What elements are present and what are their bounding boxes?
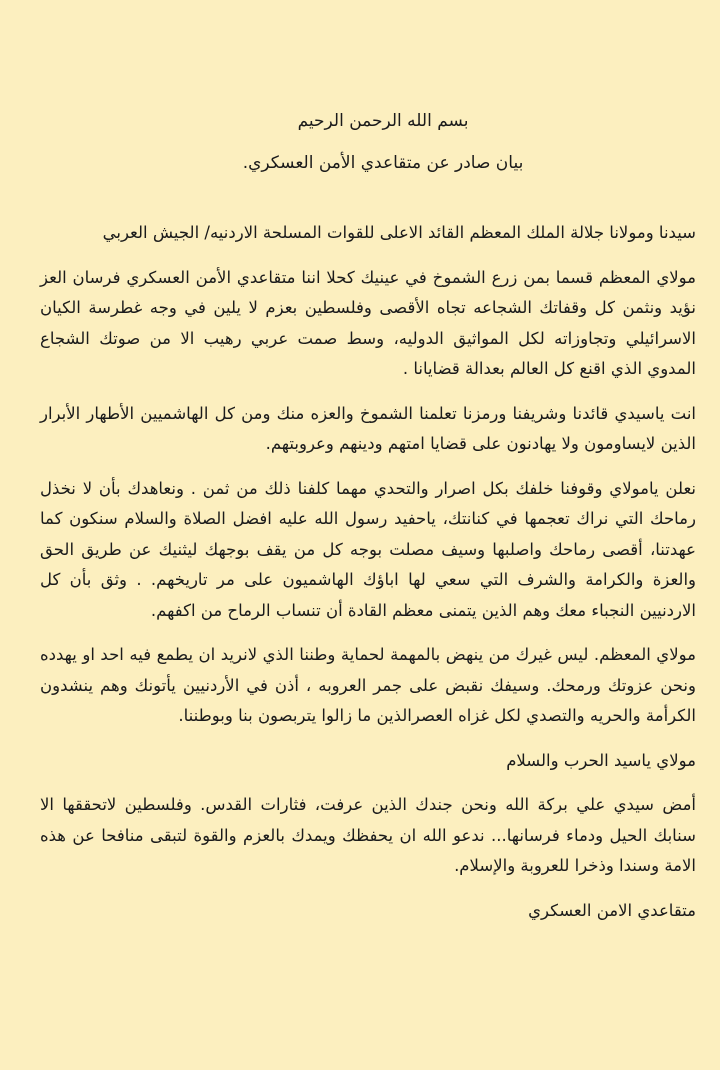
signature: متقاعدي الامن العسكري: [528, 900, 696, 920]
paragraph-2: انت ياسيدي قائدنا وشريفنا ورمزنا تعلمنا الشموخ والعزه منك ومن كل الهاشميين الأطهار الأبرار الذين لايساومون ولا يهادنون على قضايا امتهم ودينهم وعروبتهم.: [40, 403, 696, 453]
paragraph-5: مولاي ياسيد الحرب والسلام: [506, 750, 696, 770]
paragraph-3: نعلن يامولاي وقوفنا خلفك بكل اصرار والتحدي مهما كلفنا ذلك من ثمن . ونعاهدك بأن لا نخذل رماحك التي نراك تعجمها في كنانتك، ياحفيد رسول الله عليه افضل الصلاة والسلام سنكون كما عهدتنا، أقصى رماحك واصلبها وسيف مصلت بوجه كل من يقف بوجهك ليثنيك عن طريق الحق والعزة والكرامة والشرف التي سعي لها اباؤك الهاشميون على مر تاريخهم. . وثق بأن كل الاردنيين النجباء معك وهم الذين يتمنى معظم القادة أن تنساب الرماح من اكفهم.: [40, 478, 696, 620]
document-title: بيان صادر عن متقاعدي الأمن العسكري.: [242, 153, 524, 173]
paragraph-1: مولاي المعظم قسما بمن زرع الشموخ في عينيك كحلا اننا متقاعدي الأمن العسكري فرسان العز نؤيد ونثمن كل وقفاتك الشجاعه تجاه الأقصى وفلسطين بعزم لا يلين في وجه غطرسة الكيان الاسرائيلي وتجاوزاته لكل المواثيق الدوليه، وسط صمت عربي رهيب الا من صوتك الشجاع المدوي الذي اقنع كل العالم بعدالة قضايانا .: [40, 267, 696, 378]
basmala: بسم الله الرحمن الرحيم: [297, 111, 469, 131]
salutation: سيدنا ومولانا جلالة الملك المعظم القائد الاعلى للقوات المسلحة الاردنيه/ الجيش العربي: [102, 223, 696, 242]
paragraph-6: أمض سيدي علي بركة الله ونحن جندك الذين عرفت، فثارات القدس. وفلسطين لاتحققها الا سنابك الحيل ودماء فرسانها... ندعو الله ان يحفظك ويمدك بالعزم والقوة لتبقى منافحا عن هذه الامة وسندا وذخرا للعروبة والإسلام.: [40, 795, 696, 875]
paragraph-4: مولاي المعظم. ليس غيرك من ينهض بالمهمة لحماية وطننا الذي لانريد ان يطمع فيه احد او يهدده ونحن عزوتك ورمحك. وسيفك نقبض على جمر العروبه ، أذن في الأردنيين يأتونك وهم ينشدون الكرأمة والحريه والتصدي لكل غزاه العصرالذين ما زالوا يتربصون بنا وبوطننا.: [40, 645, 696, 725]
